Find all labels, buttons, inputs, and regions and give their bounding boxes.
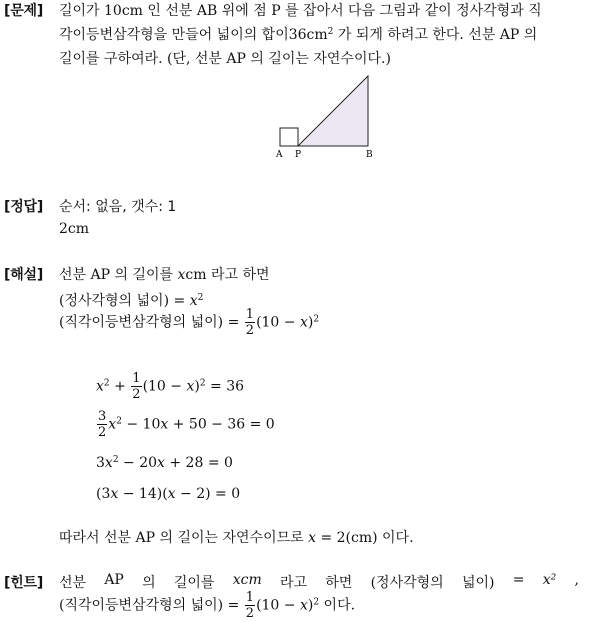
equation-2: $\frac{3}{2}$ $x^2 - 10x + 50 - 36 = 0$ bbox=[98, 409, 275, 440]
explanation-tag: [해설] bbox=[4, 267, 44, 283]
equation-3: $3x^2 - 20x + 28 = 0$ bbox=[96, 455, 233, 471]
problem-figure bbox=[270, 70, 380, 162]
hint-line-1: 선분 AP 의 길이를 xcm 라고 하면 (정사각형의 넓이) = x² , bbox=[59, 572, 579, 591]
problem-tag: [문제] bbox=[4, 3, 44, 19]
problem-line-3: 길이를 구하여라. (단, 선분 AP 의 길이는 자연수이다.) bbox=[59, 51, 391, 67]
problem-line-1: 길이가 10cm 인 선분 AB 위에 점 P 를 잡아서 다음 그림과 같이 정사각형과 직 bbox=[59, 3, 542, 19]
explanation-line-2: (정사각형의 넓이) = $x^2$ bbox=[59, 293, 204, 309]
label-a: A bbox=[276, 150, 283, 160]
fraction-one-half: $\frac{1}{2}$ bbox=[245, 307, 255, 338]
hint-tag: [힌트] bbox=[4, 575, 44, 591]
equation-1: $x^2$ + $\frac{1}{2}$ $(10 - x)^2 = 36$ bbox=[96, 371, 245, 402]
problem-line-2: 각이등변삼각형을 만들어 넓이의 합이$36cm^2$ 가 되게 하려고 한다. 선분 AP 의 bbox=[59, 27, 538, 43]
square bbox=[280, 128, 298, 146]
explanation-conclusion: 따라서 선분 AP 의 길이는 자연수이므로 x = 2(cm) 이다. bbox=[59, 530, 414, 546]
answer-value: 2cm bbox=[59, 221, 90, 237]
label-b: B bbox=[366, 150, 373, 160]
label-p: P bbox=[295, 150, 302, 160]
hint-line-2: (직각이등변삼각형의 넓이) = $\frac{1}{2}$ $(10 - x)^2$ 이다. bbox=[59, 590, 356, 621]
explanation-line-1: 선분 AP 의 길이를 xcm 라고 하면 bbox=[59, 267, 270, 283]
equation-4: (3x − 14)(x − 2) = 0 bbox=[96, 486, 241, 502]
answer-meta: 순서: 없음, 갯수: 1 bbox=[59, 199, 177, 215]
explanation-line-3: (직각이등변삼각형의 넓이) = $\frac{1}{2}$ $(10 - x)^2$ bbox=[59, 307, 320, 338]
answer-tag: [정답] bbox=[4, 199, 44, 215]
right-isosceles-triangle bbox=[298, 76, 368, 146]
